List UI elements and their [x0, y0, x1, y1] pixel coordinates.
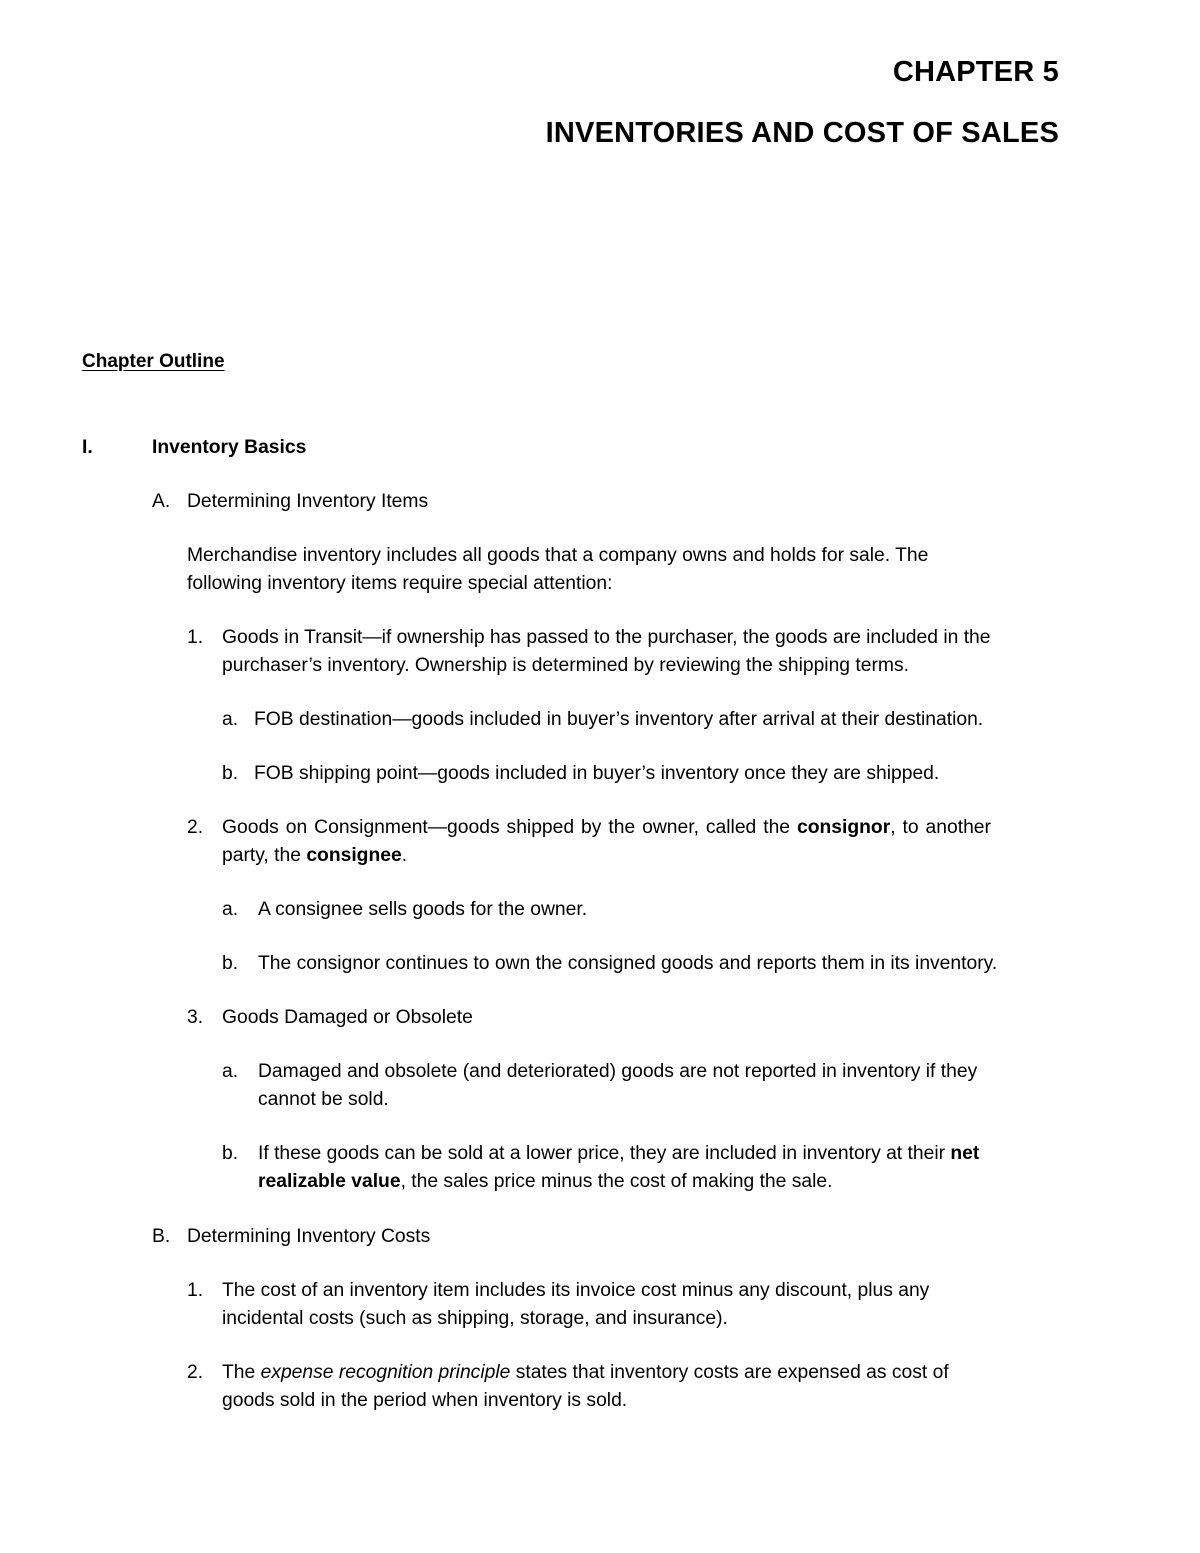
- consignor-owns-text: The consignor continues to own the consigned goods and reports them in its inventory.: [258, 953, 998, 974]
- fob-destination-text: FOB destination—goods included in buyer’s inventory after arrival at their destination.: [254, 709, 984, 730]
- chapter-number: CHAPTER 5: [892, 56, 1059, 88]
- list-marker-a1: 1.: [187, 627, 204, 648]
- inventory-cost-line-2: incidental costs (such as shipping, storage, and insurance).: [222, 1308, 728, 1329]
- consignment-line-1: Goods on Consignment—goods shipped by the owner, called the consignor, to another: [222, 817, 991, 838]
- intro-paragraph-line-1: Merchandise inventory includes all goods that a company owns and holds for sale. The: [187, 545, 929, 566]
- consignment-line-2: party, the consignee.: [222, 845, 408, 866]
- subsection-marker-b: B.: [152, 1226, 171, 1247]
- list-marker-b1: 1.: [187, 1280, 204, 1301]
- section-marker-i: I.: [82, 437, 93, 458]
- term-realizable-value: realizable value: [258, 1171, 401, 1192]
- list-marker-a2: 2.: [187, 817, 204, 838]
- fob-shipping-point-text: FOB shipping point—goods included in buyer’s inventory once they are shipped.: [254, 763, 940, 784]
- list-marker-b2: 2.: [187, 1362, 204, 1383]
- list-marker-a1b: b.: [222, 763, 239, 784]
- list-marker-a2a: a.: [222, 899, 239, 920]
- consignee-sells-text: A consignee sells goods for the owner.: [258, 899, 588, 920]
- list-marker-a2b: b.: [222, 953, 239, 974]
- expense-recognition-line-2: goods sold in the period when inventory is sold.: [222, 1390, 628, 1411]
- section-title-inventory-basics: Inventory Basics: [152, 437, 307, 458]
- term-expense-recognition: expense recognition principle: [260, 1362, 511, 1383]
- subsection-title-determining-costs: Determining Inventory Costs: [187, 1226, 431, 1247]
- chapter-title: INVENTORIES AND COST OF SALES: [545, 117, 1059, 149]
- goods-in-transit-line-2: purchaser’s inventory. Ownership is determined by reviewing the shipping terms.: [222, 655, 909, 676]
- expense-recognition-line-1: The expense recognition principle states that inventory costs are expensed as cost of: [222, 1362, 949, 1383]
- damaged-goods-line-1: Damaged and obsolete (and deteriorated) goods are not reported in inventory if they: [258, 1061, 978, 1082]
- list-marker-a3b: b.: [222, 1143, 239, 1164]
- net-realizable-line-1: If these goods can be sold at a lower price, they are included in inventory at their net: [258, 1143, 980, 1164]
- net-realizable-line-2: realizable value, the sales price minus the cost of making the sale.: [258, 1171, 833, 1192]
- term-consignor: consignor: [797, 817, 891, 838]
- term-net: net: [950, 1143, 980, 1164]
- subsection-marker-a: A.: [152, 491, 171, 512]
- term-consignee: consignee: [306, 845, 402, 866]
- subsection-title-determining-items: Determining Inventory Items: [187, 491, 429, 512]
- list-marker-a1a: a.: [222, 709, 239, 730]
- outline-heading: Chapter Outline: [82, 351, 225, 372]
- damaged-goods-line-2: cannot be sold.: [258, 1089, 389, 1110]
- goods-in-transit-line-1: Goods in Transit—if ownership has passed to the purchaser, the goods are included in the: [222, 627, 991, 648]
- list-marker-a3a: a.: [222, 1061, 239, 1082]
- intro-paragraph-line-2: following inventory items require special attention:: [187, 573, 613, 594]
- inventory-cost-line-1: The cost of an inventory item includes its invoice cost minus any discount, plus any: [222, 1280, 930, 1301]
- goods-damaged-title: Goods Damaged or Obsolete: [222, 1007, 473, 1028]
- list-marker-a3: 3.: [187, 1007, 204, 1028]
